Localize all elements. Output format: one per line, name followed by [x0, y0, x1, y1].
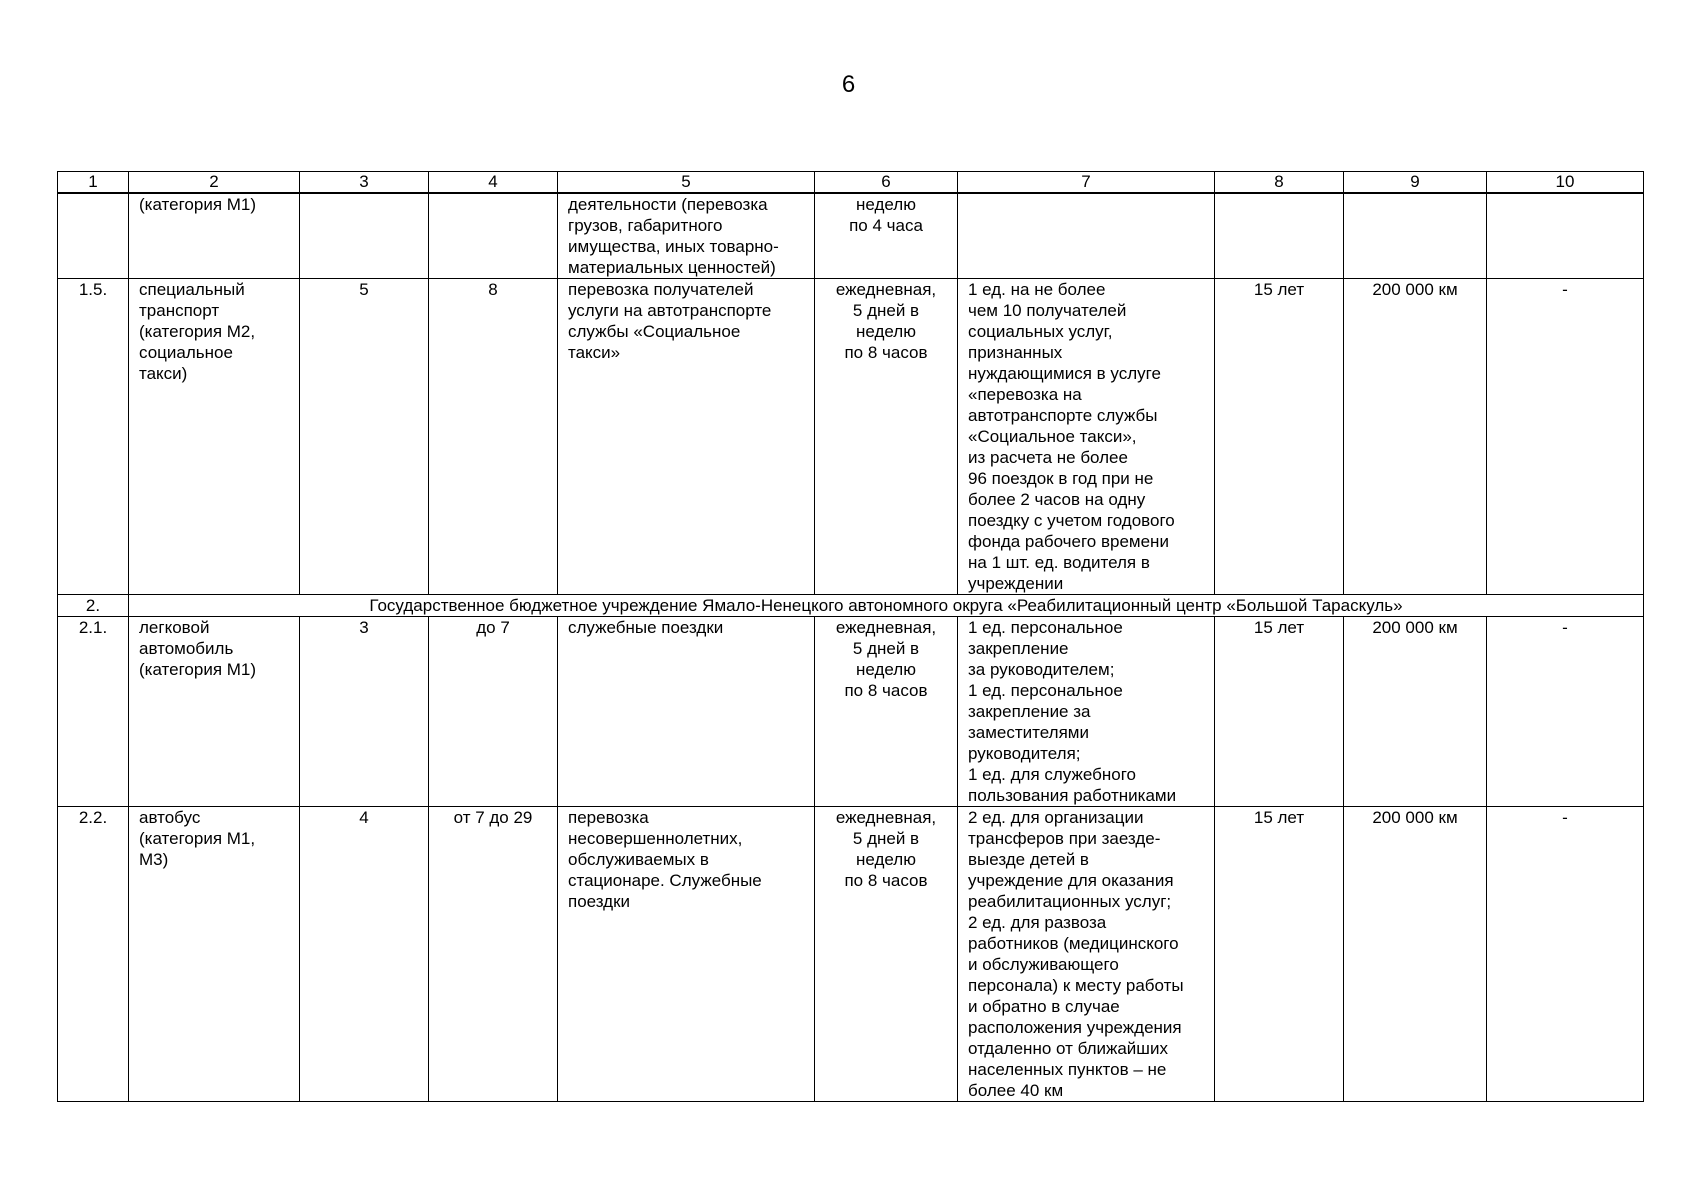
column-number-header-row: [58, 172, 1644, 194]
schedule-cell-line: неделю: [856, 850, 916, 869]
column-3-cell: 4: [300, 807, 429, 1102]
column-4-cell: 8: [429, 279, 558, 595]
vehicle-type-cell-line: такси): [139, 364, 188, 383]
norm-cell-line: 2 ед. для организации: [968, 808, 1144, 827]
purpose-cell-line: обслуживаемых в: [568, 850, 709, 869]
note-cell: -: [1487, 617, 1644, 807]
column-4-cell: от 7 до 29: [429, 807, 558, 1102]
vehicle-type-cell-line: (категория М2,: [139, 322, 256, 341]
norm-cell-line: работников (медицинского: [968, 934, 1179, 953]
service-term-cell: 15 лет: [1215, 807, 1344, 1102]
norm-cell-line: за руководителем;: [968, 660, 1115, 679]
column-number-header: 1: [58, 172, 129, 194]
purpose-cell-line: деятельности (перевозка: [568, 195, 768, 214]
schedule-cell-line: по 4 часа: [849, 216, 923, 235]
norm-cell: [958, 279, 1215, 595]
organization-title-cell: Государственное бюджетное учреждение Ямало-Ненецкого автономного округа «Реабилитационный центр «Большой Тараскуль»: [129, 595, 1644, 617]
column-number-header: 9: [1344, 172, 1487, 194]
vehicle-type-cell-line: М3): [139, 850, 169, 869]
row-number-cell: 2.1.: [58, 617, 129, 807]
schedule-cell-line: по 8 часов: [844, 871, 928, 890]
vehicle-type-cell-line: (категория М1): [139, 195, 257, 214]
note-cell: -: [1487, 279, 1644, 595]
norm-cell-line: фонда рабочего времени: [968, 532, 1169, 551]
row-number-cell: 1.5.: [58, 279, 129, 595]
norm-cell-line: из расчета не более: [968, 448, 1128, 467]
norm-cell-line: поездку с учетом годового: [968, 511, 1175, 530]
note-cell: [1487, 193, 1644, 279]
table-row: [58, 807, 1644, 1102]
table-row: [58, 193, 1644, 279]
column-number-header: 4: [429, 172, 558, 194]
column-number-header: 8: [1215, 172, 1344, 194]
service-term-cell: [1215, 193, 1344, 279]
row-number-cell: 2.: [58, 595, 129, 617]
norm-cell-line: закрепление: [968, 639, 1069, 658]
schedule-cell-line: неделю: [856, 195, 916, 214]
norm-cell-line: 1 ед. персональное: [968, 618, 1123, 637]
purpose-cell-line: имущества, иных товарно-: [568, 237, 779, 256]
purpose-cell-line: грузов, габаритного: [568, 216, 723, 235]
vehicle-type-cell-line: (категория М1): [139, 660, 257, 679]
row-number-cell: [58, 193, 129, 279]
purpose-cell-line: перевозка: [568, 808, 649, 827]
mileage-cell: 200 000 км: [1344, 617, 1487, 807]
schedule-cell-line: ежедневная,: [835, 280, 937, 299]
purpose-cell-line: несовершеннолетних,: [568, 829, 743, 848]
norm-cell-line: 1 ед. персональное: [968, 681, 1123, 700]
norm-cell: [958, 807, 1215, 1102]
schedule-cell-line: неделю: [856, 322, 916, 341]
table-row: [58, 617, 1644, 807]
norm-cell-line: 2 ед. для развоза: [968, 913, 1107, 932]
column-3-cell: 3: [300, 617, 429, 807]
purpose-cell-line: такси»: [568, 343, 621, 362]
norm-cell-line: закрепление за: [968, 702, 1091, 721]
norm-cell-line: руководителя;: [968, 744, 1081, 763]
vehicle-type-cell: [129, 617, 300, 807]
norm-cell-line: более 40 км: [968, 1081, 1064, 1100]
schedule-cell-line: по 8 часов: [844, 681, 928, 700]
column-number-header: 5: [558, 172, 815, 194]
column-number-header: 2: [129, 172, 300, 194]
mileage-cell: [1344, 193, 1487, 279]
column-number-header: 7: [958, 172, 1215, 194]
norm-cell-line: признанных: [968, 343, 1063, 362]
table-row: [58, 279, 1644, 595]
norm-cell-line: 1 ед. для служебного: [968, 765, 1136, 784]
schedule-cell: [815, 193, 958, 279]
purpose-cell-line: служебные поездки: [568, 618, 724, 637]
schedule-cell-line: по 8 часов: [844, 343, 928, 362]
schedule-cell: [815, 617, 958, 807]
norm-cell-line: и обслуживающего: [968, 955, 1119, 974]
norm-cell-line: 96 поездок в год при не: [968, 469, 1154, 488]
purpose-cell-line: службы «Социальное: [568, 322, 741, 341]
purpose-cell-line: стационаре. Служебные: [568, 871, 762, 890]
purpose-cell: [558, 279, 815, 595]
norm-cell-line: учреждении: [968, 574, 1064, 593]
norm-cell-line: трансферов при заезде-: [968, 829, 1161, 848]
purpose-cell-line: материальных ценностей): [568, 258, 776, 277]
norm-cell-line: выезде детей в: [968, 850, 1089, 869]
vehicle-type-cell-line: социальное: [139, 343, 233, 362]
norm-cell-line: 1 ед. на не более: [968, 280, 1106, 299]
vehicle-norms-table: [57, 171, 1644, 1102]
norm-cell-line: населенных пунктов – не: [968, 1060, 1167, 1079]
schedule-cell: [815, 807, 958, 1102]
page-number: 6: [841, 71, 856, 98]
schedule-cell-line: ежедневная,: [835, 808, 937, 827]
vehicle-type-cell-line: специальный: [139, 280, 245, 299]
norm-cell-line: отдаленно от ближайших: [968, 1039, 1168, 1058]
service-term-cell: 15 лет: [1215, 279, 1344, 595]
vehicle-type-cell: [129, 193, 300, 279]
purpose-cell: [558, 617, 815, 807]
norm-cell-line: и обратно в случае: [968, 997, 1120, 1016]
vehicle-type-cell-line: автобус: [139, 808, 201, 827]
mileage-cell: 200 000 км: [1344, 279, 1487, 595]
vehicle-type-cell-line: транспорт: [139, 301, 220, 320]
norm-cell-line: на 1 шт. ед. водителя в: [968, 553, 1150, 572]
vehicle-type-cell: [129, 279, 300, 595]
column-4-cell: до 7: [429, 617, 558, 807]
norm-cell-line: учреждение для оказания: [968, 871, 1174, 890]
norm-cell-line: пользования работниками: [968, 786, 1177, 805]
row-number-cell: 2.2.: [58, 807, 129, 1102]
vehicle-type-cell-line: (категория М1,: [139, 829, 256, 848]
vehicle-type-cell-line: легковой: [139, 618, 210, 637]
purpose-cell-line: услуги на автотранспорте: [568, 301, 772, 320]
norm-cell: [958, 617, 1215, 807]
column-number-header: 10: [1487, 172, 1644, 194]
schedule-cell-line: 5 дней в: [852, 301, 920, 320]
norm-cell-line: чем 10 получателей: [968, 301, 1127, 320]
column-4-cell: [429, 193, 558, 279]
purpose-cell: [558, 193, 815, 279]
norm-cell-line: реабилитационных услуг;: [968, 892, 1172, 911]
column-number-header: 3: [300, 172, 429, 194]
mileage-cell: 200 000 км: [1344, 807, 1487, 1102]
service-term-cell: 15 лет: [1215, 617, 1344, 807]
norm-cell-line: более 2 часов на одну: [968, 490, 1146, 509]
norm-cell: [958, 193, 1215, 279]
schedule-cell-line: неделю: [856, 660, 916, 679]
norm-cell-line: социальных услуг,: [968, 322, 1113, 341]
purpose-cell-line: перевозка получателей: [568, 280, 754, 299]
schedule-cell-line: ежедневная,: [835, 618, 937, 637]
vehicle-type-cell: [129, 807, 300, 1102]
norm-cell-line: нуждающимися в услуге: [968, 364, 1161, 383]
note-cell: -: [1487, 807, 1644, 1102]
purpose-cell-line: поездки: [568, 892, 631, 911]
column-3-cell: 5: [300, 279, 429, 595]
norm-cell-line: «Социальное такси»,: [968, 427, 1137, 446]
column-3-cell: [300, 193, 429, 279]
norm-cell-line: заместителями: [968, 723, 1089, 742]
schedule-cell: [815, 279, 958, 595]
vehicle-type-cell-line: автомобиль: [139, 639, 234, 658]
group-header-row: [58, 595, 1644, 617]
schedule-cell-line: 5 дней в: [852, 639, 920, 658]
norm-cell-line: автотранспорте службы: [968, 406, 1158, 425]
norm-cell-line: расположения учреждения: [968, 1018, 1182, 1037]
table-body: [58, 193, 1644, 1102]
norm-cell-line: «перевозка на: [968, 385, 1082, 404]
purpose-cell: [558, 807, 815, 1102]
norm-cell-line: персонала) к месту работы: [968, 976, 1184, 995]
column-number-header: 6: [815, 172, 958, 194]
schedule-cell-line: 5 дней в: [852, 829, 920, 848]
